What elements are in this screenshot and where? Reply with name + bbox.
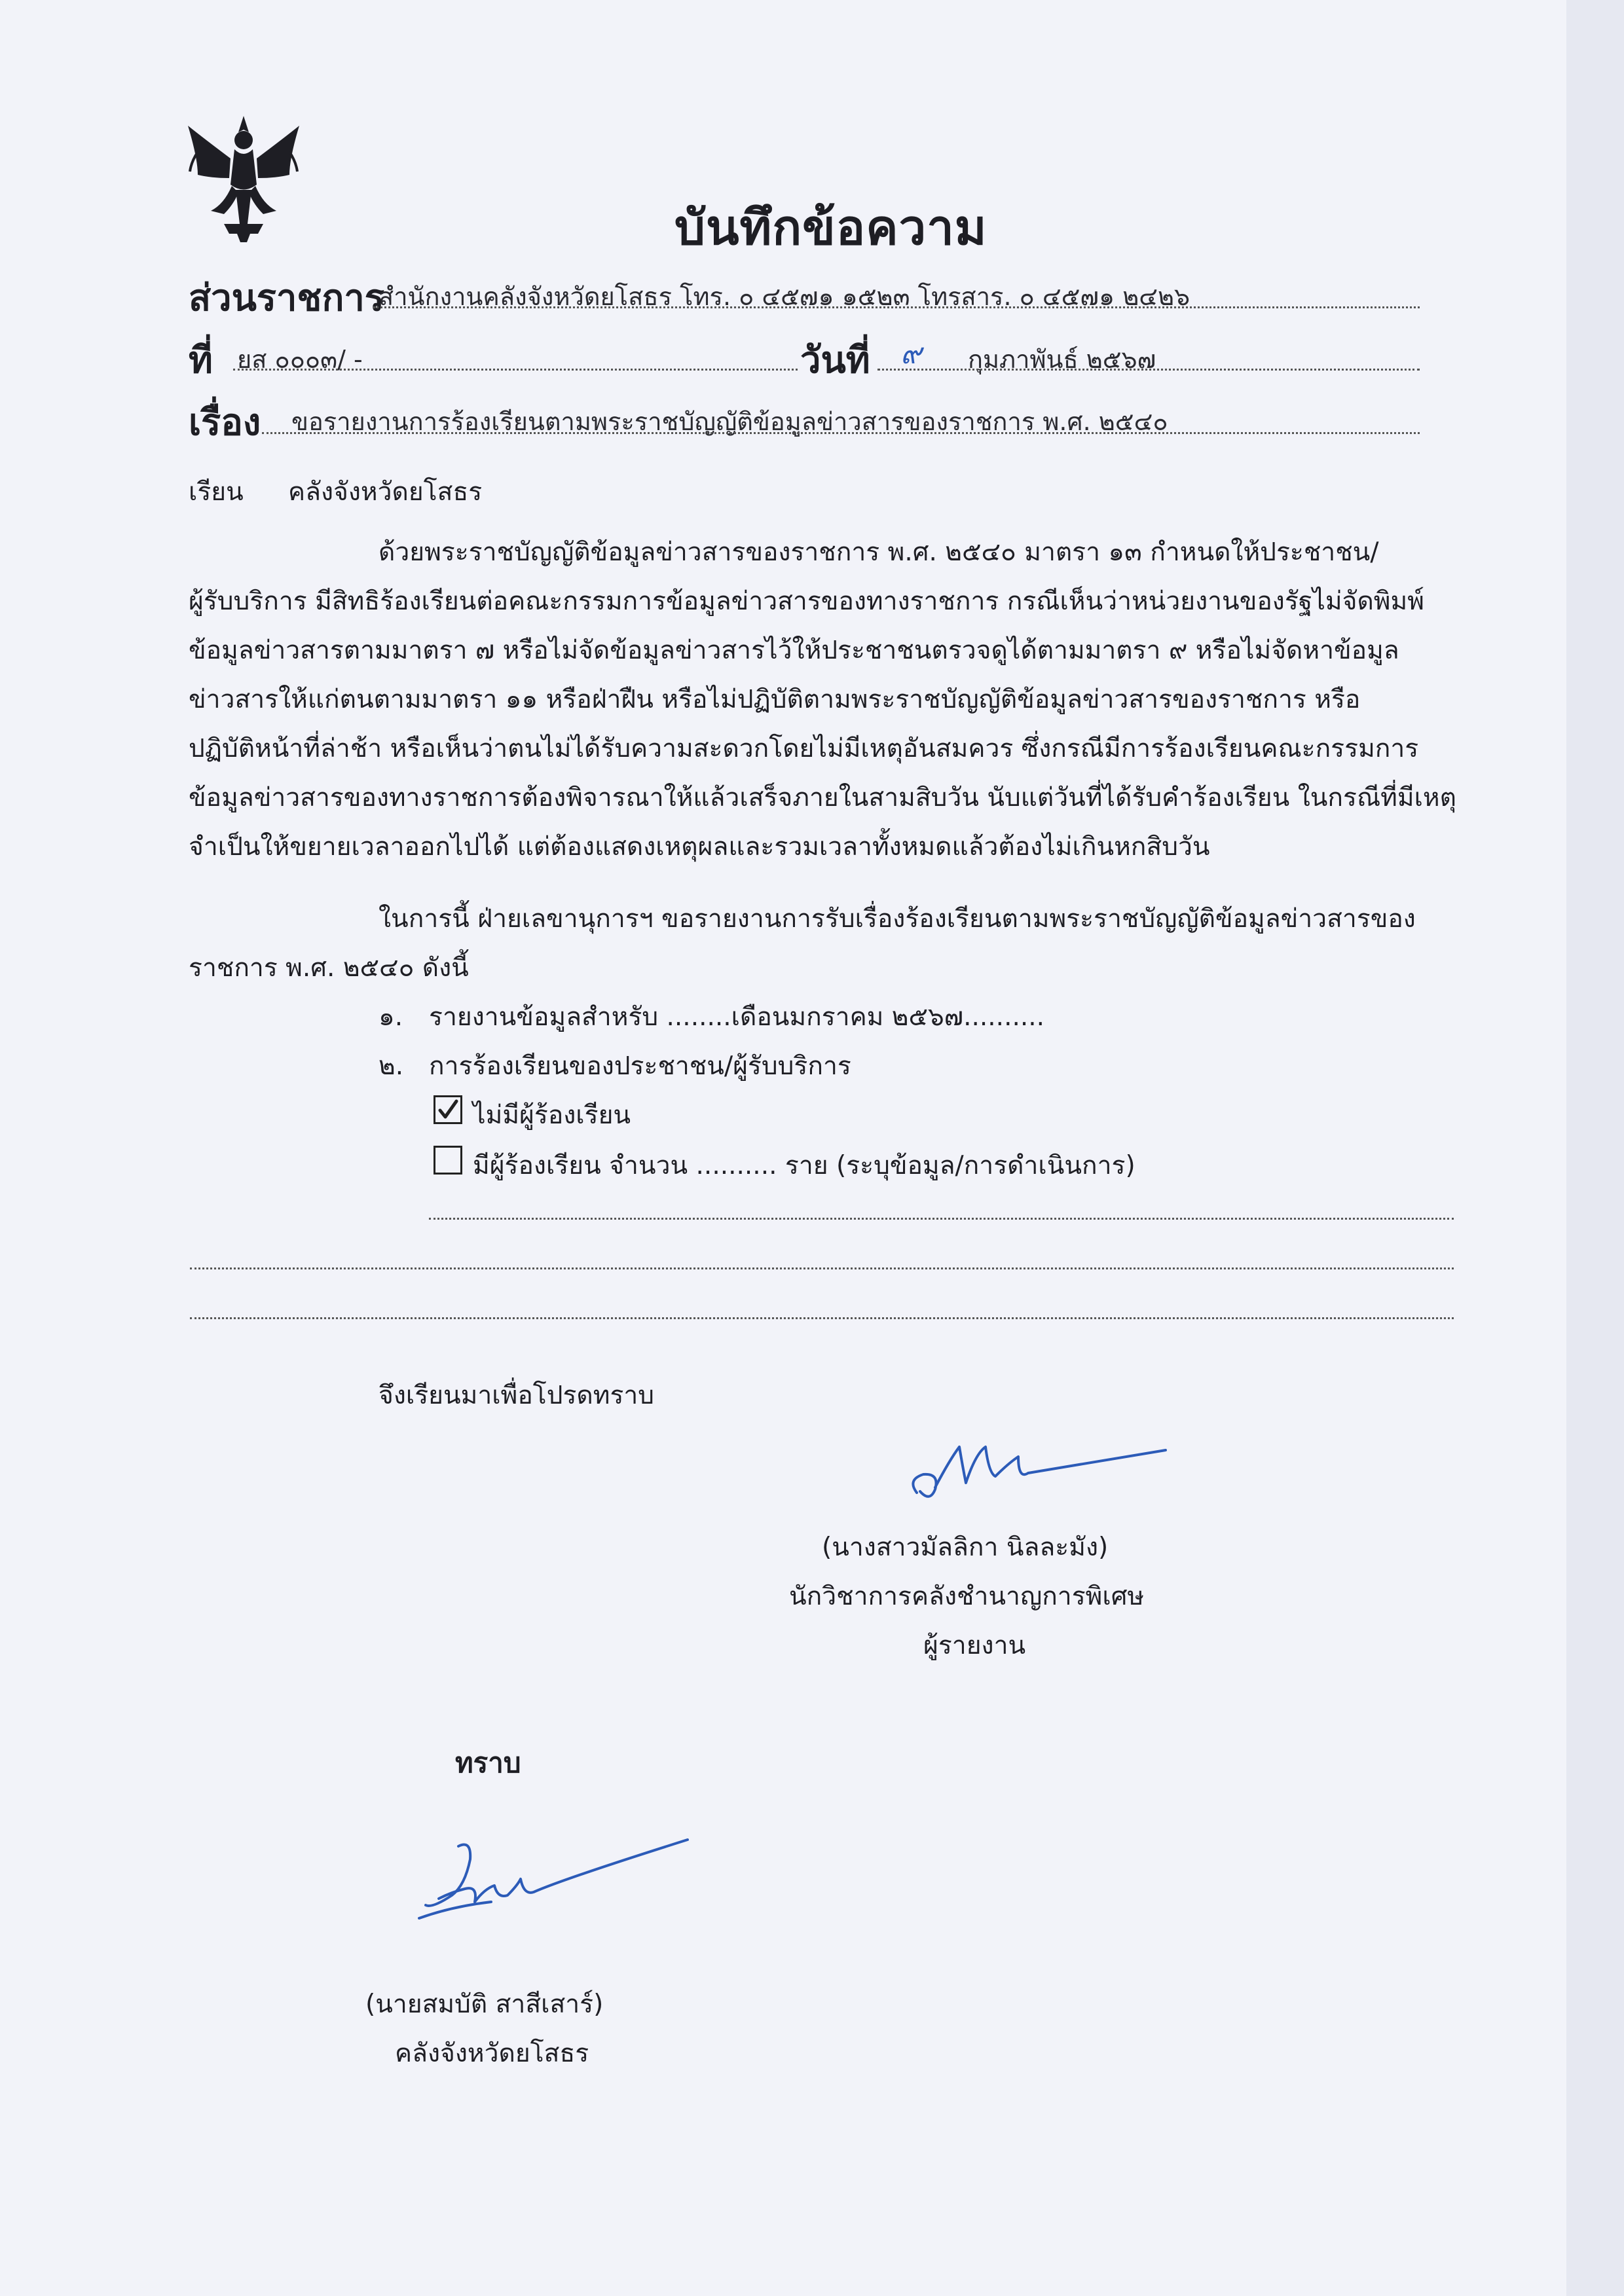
fill-in-dotline bbox=[429, 1218, 1454, 1220]
memo-title: บันทึกข้อความ bbox=[674, 200, 987, 256]
subject-label: เรื่อง bbox=[189, 401, 261, 444]
item2-text: การร้องเรียนของประชาชน/ผู้รับบริการ bbox=[429, 1051, 851, 1081]
paragraph1-line: ข่าวสารให้แก่ตนตามมาตรา ๑๑ หรือฝ่าฝืน หรือไม่ปฏิบัติตามพระราชบัญญัติข้อมูลข่าวสารของราชการ หรือ bbox=[189, 685, 1361, 714]
department-dotline bbox=[373, 306, 1420, 308]
subject-dotline bbox=[262, 432, 1420, 434]
item1-number: ๑. bbox=[378, 1002, 403, 1032]
salutation-label: เรียน bbox=[189, 477, 244, 507]
paragraph1-line: ผู้รับบริการ มีสิทธิร้องเรียนต่อคณะกรรมการข้อมูลข่าวสารของทางราชการ กรณีเห็นว่าหน่วยงานของรัฐไม่จัดพิมพ์ bbox=[189, 587, 1424, 616]
reference-value: ยส ๐๐๐๓/ - bbox=[237, 345, 363, 374]
subject-value: ขอรายงานการร้องเรียนตามพระราชบัญญัติข้อมูลข่าวสารของราชการ พ.ศ. ๒๕๔๐ bbox=[291, 407, 1168, 436]
department-value: สำนักงานคลังจังหวัดยโสธร โทร. ๐ ๔๕๗๑ ๑๕๒๓ โทรสาร. ๐ ๔๕๗๑ ๒๔๒๖ bbox=[378, 282, 1190, 311]
paragraph1-line: ข้อมูลข่าวสารของทางราชการต้องพิจารณาให้แล้วเสร็จภายในสามสิบวัน นับแต่วันที่ได้รับคำร้องเรียน ในกรณีที่มีเหตุ bbox=[189, 783, 1456, 812]
reporter-name: (นางสาวมัลลิกา นิลละมัง) bbox=[822, 1533, 1109, 1562]
date-value: กุมภาพันธ์ ๒๕๖๗ bbox=[968, 345, 1156, 374]
reference-label: ที่ bbox=[189, 339, 213, 382]
closing-text: จึงเรียนมาเพื่อโปรดทราบ bbox=[378, 1381, 655, 1410]
paragraph1-line: ปฏิบัติหน้าที่ล่าช้า หรือเห็นว่าตนไม่ได้รับความสะดวกโดยไม่มีเหตุอันสมควร ซึ่งกรณีมีการร้องเรียนคณะกรรมการ bbox=[189, 734, 1419, 763]
director-position: คลังจังหวัดยโสธร bbox=[395, 2039, 589, 2068]
paragraph1-line: ข้อมูลข่าวสารตามมาตรา ๗ หรือไม่จัดข้อมูลข่าวสารไว้ให้ประชาชนตรวจดูได้ตามมาตรา ๙ หรือไม่จัดหาข้อมูล bbox=[189, 636, 1399, 665]
fill-in-dotline bbox=[190, 1267, 1454, 1269]
option-has-complainant: มีผู้ร้องเรียน จำนวน .......... ราย (ระบุข้อมูล/การดำเนินการ) bbox=[473, 1151, 1135, 1180]
date-day-handwritten: ๙ bbox=[900, 337, 922, 371]
item1-text: รายงานข้อมูลสำหรับ ........เดือนมกราคม ๒๕๖๗.......... bbox=[429, 1002, 1045, 1032]
paper-edge bbox=[1566, 0, 1624, 2296]
option-no-complainant: ไม่มีผู้ร้องเรียน bbox=[473, 1101, 631, 1130]
fill-in-dotline bbox=[190, 1317, 1454, 1319]
paragraph2-line: ราชการ พ.ศ. ๒๕๔๐ ดังนี้ bbox=[189, 953, 469, 983]
reference-dotline bbox=[233, 369, 798, 371]
director-name: (นายสมบัติ สาสีเสาร์) bbox=[365, 1990, 604, 2019]
paragraph2-line: ในการนี้ ฝ่ายเลขานุการฯ ขอรายงานการรับเรื่องร้องเรียนตามพระราชบัญญัติข้อมูลข่าวสารของ bbox=[378, 904, 1416, 934]
acknowledge-text: ทราบ bbox=[455, 1747, 521, 1779]
director-signature-icon bbox=[413, 1833, 701, 1938]
reporter-signature-icon bbox=[904, 1427, 1179, 1512]
paragraph1-line: ด้วยพระราชบัญญัติข้อมูลข่าวสารของราชการ พ.ศ. ๒๕๔๐ มาตรา ๑๓ กำหนดให้ประชาชน/ bbox=[378, 538, 1379, 567]
checkbox-no-complaint[interactable] bbox=[434, 1095, 462, 1124]
reporter-role: ผู้รายงาน bbox=[923, 1631, 1026, 1660]
department-label: ส่วนราชการ bbox=[189, 277, 384, 319]
item2-number: ๒. bbox=[378, 1051, 404, 1081]
salutation-value: คลังจังหวัดยโสธร bbox=[288, 477, 483, 507]
paragraph1-line: จำเป็นให้ขยายเวลาออกไปได้ แต่ต้องแสดงเหตุผลและรวมเวลาทั้งหมดแล้วต้องไม่เกินหกสิบวัน bbox=[189, 832, 1210, 862]
checkbox-has-complaint[interactable] bbox=[434, 1146, 462, 1175]
garuda-emblem-icon bbox=[185, 113, 303, 244]
check-mark-icon bbox=[435, 1097, 460, 1122]
date-dotline bbox=[877, 369, 1420, 371]
date-label: วันที่ bbox=[800, 339, 870, 382]
reporter-position: นักวิชาการคลังชำนาญการพิเศษ bbox=[789, 1582, 1145, 1611]
